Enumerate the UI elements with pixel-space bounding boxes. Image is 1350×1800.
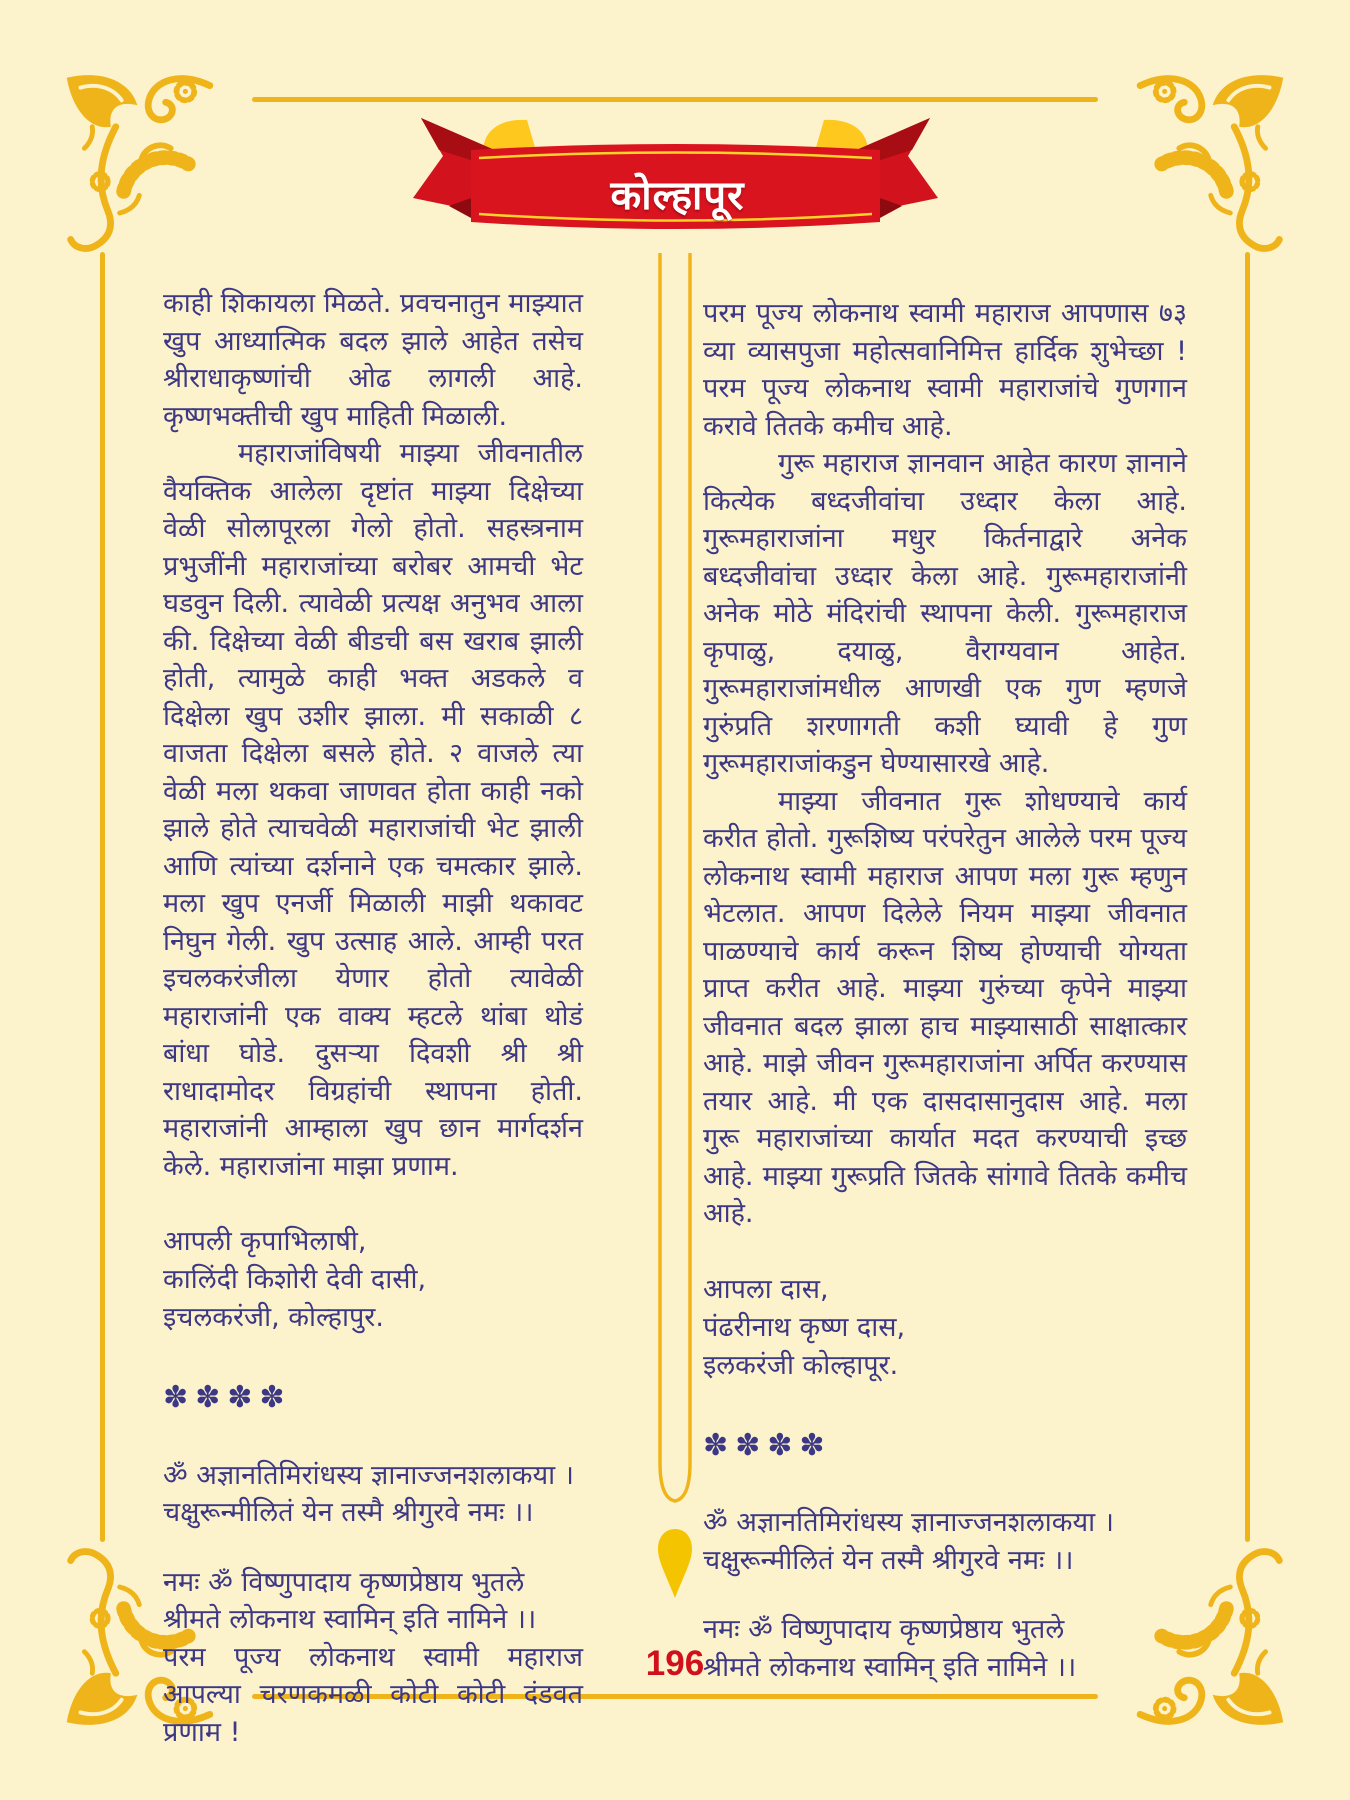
shloka-line: नमः ॐ विष्णुपादाय कृष्णप्रेष्ठाय भुतले [163,1566,525,1598]
section-separator: ✽✽✽✽ [703,1427,832,1463]
body-paragraph: काही शिकायला मिळते. प्रवचनातुन माझ्यात खुप आध्यात्मिक बदल झाले आहेत तसेच श्रीराधाकृष्णांची ओढ लागली आहे. कृष्णभक्तीची खुप माहिती मिळाली. [163,288,583,432]
shloka-line: चक्षुरून्मीलितं येन तस्मै श्रीगुरवे नमः ।। [703,1544,1074,1576]
chapter-title: कोल्हापूर [610,172,745,219]
signoff-line: आपला दास, [703,1273,829,1305]
body-paragraph: महाराजांविषयी माझ्या जीवनातील वैयक्तिक आलेला दृष्टांत माझ्या दिक्षेच्या वेळी सोलापूरला गेलो होतो. सहस्त्रनाम प्रभुजींनी महाराजांच्या बरोबर आमची भेट घडवुन दिली. त्यावेळी प्रत्यक्ष अनुभव आला की. दिक्षेच्या वेळी बीडची बस खराब झाली होती, त्यामुळे काही भक्त अडकले व दिक्षेला खुप उशीर झाला. मी सकाळी ८ वाजता दिक्षेला बसले होते. २ वाजले त्या वेळी मला थकवा जाणवत होता काही नको झाले होते त्याचवेळी महाराजांची भेट झाली आणि त्यांच्या दर्शनाने एक चमत्कार झाले. मला खुप एनर्जी मिळाली माझी थकावट निघुन गेली. खुप उत्साह आले. आम्ही परत इचलकरंजीला येणार होतो त्यावेळी महाराजांनी एक वाक्य म्हटले थांबा थोडं बांधा घोडे. दुसऱ्या दिवशी श्री श्री राधादामोदर विग्रहांची स्थापना होती. महाराजांनी आम्हाला खुप छान मार्गदर्शन केले. महाराजांना माझा प्रणाम. [163,438,583,1182]
closing-paragraph: परम पूज्य लोकनाथ स्वामी महाराज आपल्या चरणकमळी कोटी कोटी दंडवत प्रणाम ! [163,1641,583,1748]
signoff-block [703,1271,1187,1385]
shloka-verse [163,1457,583,1532]
body-paragraph: माझ्या जीवनात गुरू शोधण्याचे कार्य करीत होतो. गुरूशिष्य परंपरेतुन आलेले परम पूज्य लोकनाथ स्वामी महाराज आपण मला गुरू म्हणुन भेटलात. आपण दिलेले नियम माझ्या जीवनात पाळण्याचे कार्य करून शिष्य होण्याची योग्यता प्राप्त करीत आहे. माझ्या गुरुंच्या कृपेने माझ्या जीवनात बदल झाला हाच माझ्यासाठी साक्षात्कार आहे. माझे जीवन गुरूमहाराजांना अर्पित करण्यास तयार आहे. मी एक दासदासानुदास आहे. मला गुरू महाराजांच्या कार्यात मदत करण्याची इच्छ आहे. माझ्या गुरूप्रति जितके सांगावे तितके कमीच आहे. [703,785,1187,1229]
body-paragraph: गुरू महाराज ज्ञानवान आहेत कारण ज्ञानाने कित्येक बध्दजीवांचा उध्दार केला आहे. गुरूमहाराजांना मधुर किर्तनाद्वारे अनेक बध्दजीवांचा उध्दार केला आहे. गुरूमहाराजांनी अनेक मोठे मंदिरांची स्थापना केली. गुरूमहाराज कृपाळु, दयाळु, वैराग्यवान आहेत. गुरूमहाराजांमधील आणखी एक गुण म्हणजे गुरुंप्रति शरणागती कशी घ्यावी हे गुण गुरूमहाराजांकडुन घेण्यासारखे आहे. [703,448,1187,779]
shloka-line: ॐ अज्ञानतिमिरांधस्य ज्ञानाज्जनशलाकया । [163,1459,574,1491]
signoff-block [163,1223,583,1337]
right-text-column [703,295,1187,1686]
shloka-line: श्रीमते लोकनाथ स्वामिन् इति नामिने ।। [163,1604,537,1635]
shloka-verse [163,1564,583,1639]
shloka-line: ॐ अज्ञानतिमिरांधस्य ज्ञानाज्जनशलाकया । [703,1507,1114,1538]
signoff-line: आपली कृपाभिलाषी, [163,1226,367,1257]
shloka-verse [703,1504,1187,1579]
body-paragraph: परम पूज्य लोकनाथ स्वामी महाराज आपणास ७३ व्या व्यासपुजा महोत्सवानिमित्त हार्दिक शुभेच्छा ! परम पूज्य लोकनाथ स्वामी महाराजांचे गुणगान करावे तितके कमीच आहे. [703,298,1187,442]
frame-left-line [100,252,105,1542]
signoff-line: इचलकरंजी, कोल्हापुर. [163,1302,384,1333]
frame-right-line [1245,252,1250,1542]
section-separator: ✽✽✽✽ [163,1380,292,1415]
page-number: 196 [645,1644,705,1683]
signoff-line: पंढरीनाथ कृष्ण दास, [703,1311,906,1343]
floral-corner-ornament-icon [55,66,251,262]
signoff-line: इलकरंजी कोल्हापूर. [703,1349,899,1381]
frame-top-line [252,97,1098,102]
floral-corner-ornament-icon [1099,66,1295,262]
shloka-line: नमः ॐ विष्णुपादाय कृष्णप्रेष्ठाय भुतले [703,1614,1065,1645]
column-divider-icon [652,253,698,1603]
signoff-line: कालिंदी किशोरी देवी दासी, [163,1264,427,1295]
shloka-line: चक्षुरून्मीलितं येन तस्मै श्रीगुरवे नमः ।। [163,1497,534,1528]
shloka-line: श्रीमते लोकनाथ स्वामिन् इति नामिने ।। [703,1651,1077,1683]
left-text-column [163,285,583,1751]
